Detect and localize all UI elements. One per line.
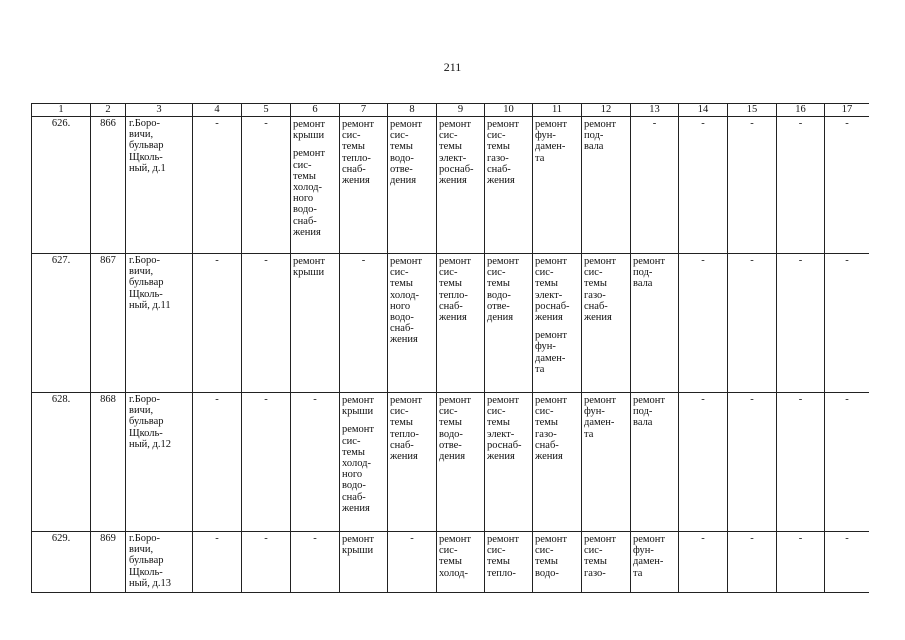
column-header: 4 <box>193 104 242 117</box>
work-item: ремонт фун- дамен- та <box>633 534 666 579</box>
column-header: 1 <box>32 104 91 117</box>
work-item: ремонт сис- темы тепло- снаб- жения <box>342 119 375 187</box>
work-type-cell <box>388 117 437 254</box>
table-row <box>32 117 870 254</box>
repair-schedule-table-wrap <box>31 103 869 601</box>
work-item: ремонт сис- темы газо- снаб- жения <box>487 119 520 187</box>
work-type-cell <box>533 117 582 254</box>
work-type-cell <box>485 117 533 254</box>
empty-dash-cell: - <box>777 117 825 254</box>
row-number-cell: 628. <box>32 393 91 532</box>
column-header: 10 <box>485 104 533 117</box>
work-type-cell <box>437 393 485 532</box>
work-type-cell <box>340 117 388 254</box>
empty-dash-cell: - <box>242 393 291 532</box>
empty-dash-cell: - <box>679 117 728 254</box>
work-type-cell <box>485 254 533 393</box>
work-type-cell <box>582 532 631 593</box>
work-type-cell <box>437 254 485 393</box>
column-header: 7 <box>340 104 388 117</box>
building-id-cell: 866 <box>91 117 126 254</box>
column-header: 8 <box>388 104 437 117</box>
work-item: ремонт сис- темы газо- снаб- жения <box>584 256 617 324</box>
work-type-cell <box>631 532 679 593</box>
empty-dash-cell: - <box>825 254 870 393</box>
work-item: ремонт крыши <box>342 534 375 557</box>
work-item: ремонт сис- темы элект- роснаб- жения <box>487 395 522 463</box>
column-header: 2 <box>91 104 126 117</box>
building-id-cell: 868 <box>91 393 126 532</box>
work-item: ремонт сис- темы холод- ного водо- снаб- жения <box>342 424 375 514</box>
building-id-cell: 867 <box>91 254 126 393</box>
empty-dash-cell: - <box>193 393 242 532</box>
empty-dash-cell: - <box>728 117 777 254</box>
work-type-cell <box>631 393 679 532</box>
work-item: ремонт сис- темы элект- роснаб- жения <box>535 256 570 324</box>
work-type-cell <box>485 532 533 593</box>
empty-dash-cell: - <box>777 532 825 593</box>
empty-dash-cell: - <box>679 254 728 393</box>
column-header: 3 <box>126 104 193 117</box>
header-row <box>32 104 870 117</box>
work-item: ремонт под- вала <box>584 119 617 153</box>
work-item: ремонт сис- темы элект- роснаб- жения <box>439 119 474 187</box>
work-item: ремонт сис- темы водо- отве- дения <box>439 395 472 463</box>
work-type-cell <box>340 532 388 593</box>
row-number-cell: 626. <box>32 117 91 254</box>
column-header: 9 <box>437 104 485 117</box>
work-type-cell <box>388 254 437 393</box>
column-header: 17 <box>825 104 870 117</box>
address-cell: г.Боро- вичи, бульвар Щколь- ный, д.11 <box>126 254 193 393</box>
address-cell: г.Боро- вичи, бульвар Щколь- ный, д.12 <box>126 393 193 532</box>
work-item: ремонт сис- темы водо- <box>535 534 568 579</box>
column-header: 13 <box>631 104 679 117</box>
empty-dash-cell: - <box>679 532 728 593</box>
empty-dash-cell: - <box>825 532 870 593</box>
work-type-cell <box>582 254 631 393</box>
table-row <box>32 393 870 532</box>
empty-dash-cell: - <box>242 117 291 254</box>
empty-dash-cell: - <box>728 532 777 593</box>
work-item: ремонт сис- темы газо- снаб- жения <box>535 395 568 463</box>
empty-dash-cell: - <box>193 254 242 393</box>
empty-dash-cell: - <box>777 254 825 393</box>
work-type-cell <box>340 393 388 532</box>
work-item: ремонт сис- темы газо- <box>584 534 617 579</box>
column-header: 14 <box>679 104 728 117</box>
repair-schedule-table <box>31 103 869 593</box>
empty-dash-cell: - <box>631 117 679 254</box>
work-type-cell <box>291 117 340 254</box>
work-item: ремонт фун- дамен- та <box>535 119 568 164</box>
empty-dash-cell: - <box>291 393 340 532</box>
address-cell: г.Боро- вичи, бульвар Щколь- ный, д.13 <box>126 532 193 593</box>
work-type-cell <box>533 393 582 532</box>
column-header: 5 <box>242 104 291 117</box>
work-type-cell <box>533 254 582 393</box>
work-type-cell <box>582 393 631 532</box>
work-item: ремонт сис- темы водо- отве- дения <box>487 256 520 324</box>
empty-dash-cell: - <box>825 393 870 532</box>
empty-dash-cell: - <box>291 532 340 593</box>
work-item: ремонт крыши <box>342 395 375 418</box>
empty-dash-cell: - <box>242 532 291 593</box>
empty-dash-cell: - <box>242 254 291 393</box>
work-type-cell <box>437 532 485 593</box>
table-body <box>32 117 870 593</box>
work-item: ремонт сис- темы тепло- снаб- жения <box>439 256 472 324</box>
column-header: 16 <box>777 104 825 117</box>
column-header: 12 <box>582 104 631 117</box>
work-type-cell <box>582 117 631 254</box>
work-item: ремонт сис- темы холод- <box>439 534 472 579</box>
work-type-cell <box>291 254 340 393</box>
empty-dash-cell: - <box>777 393 825 532</box>
work-item: ремонт фун- дамен- та <box>584 395 617 440</box>
work-item: ремонт под- вала <box>633 395 666 429</box>
row-number-cell: 629. <box>32 532 91 593</box>
table-header <box>32 104 870 117</box>
work-item: ремонт сис- темы холод- ного водо- снаб- жения <box>293 148 326 238</box>
work-item: ремонт крыши <box>293 256 326 279</box>
empty-dash-cell: - <box>193 532 242 593</box>
empty-dash-cell: - <box>679 393 728 532</box>
empty-dash-cell: - <box>388 532 437 593</box>
work-type-cell <box>485 393 533 532</box>
column-header: 15 <box>728 104 777 117</box>
work-item: ремонт фун- дамен- та <box>535 330 568 375</box>
work-item: ремонт сис- темы тепло- снаб- жения <box>390 395 423 463</box>
empty-dash-cell: - <box>825 117 870 254</box>
work-type-cell <box>437 117 485 254</box>
empty-dash-cell: - <box>728 393 777 532</box>
work-item: ремонт сис- темы водо- отве- дения <box>390 119 423 187</box>
empty-dash-cell: - <box>340 254 388 393</box>
row-number-cell: 627. <box>32 254 91 393</box>
empty-dash-cell: - <box>193 117 242 254</box>
work-type-cell <box>533 532 582 593</box>
work-type-cell <box>631 254 679 393</box>
work-item: ремонт сис- темы тепло- <box>487 534 520 579</box>
address-cell: г.Боро- вичи, бульвар Щколь- ный, д.1 <box>126 117 193 254</box>
work-item: ремонт сис- темы холод- ного водо- снаб- жения <box>390 256 423 346</box>
table-row <box>32 254 870 393</box>
table-row <box>32 532 870 593</box>
work-type-cell <box>388 393 437 532</box>
column-header: 6 <box>291 104 340 117</box>
page-number: 211 <box>443 60 462 74</box>
building-id-cell: 869 <box>91 532 126 593</box>
work-item: ремонт крыши <box>293 119 326 142</box>
column-header: 11 <box>533 104 582 117</box>
empty-dash-cell: - <box>728 254 777 393</box>
work-item: ремонт под- вала <box>633 256 666 290</box>
